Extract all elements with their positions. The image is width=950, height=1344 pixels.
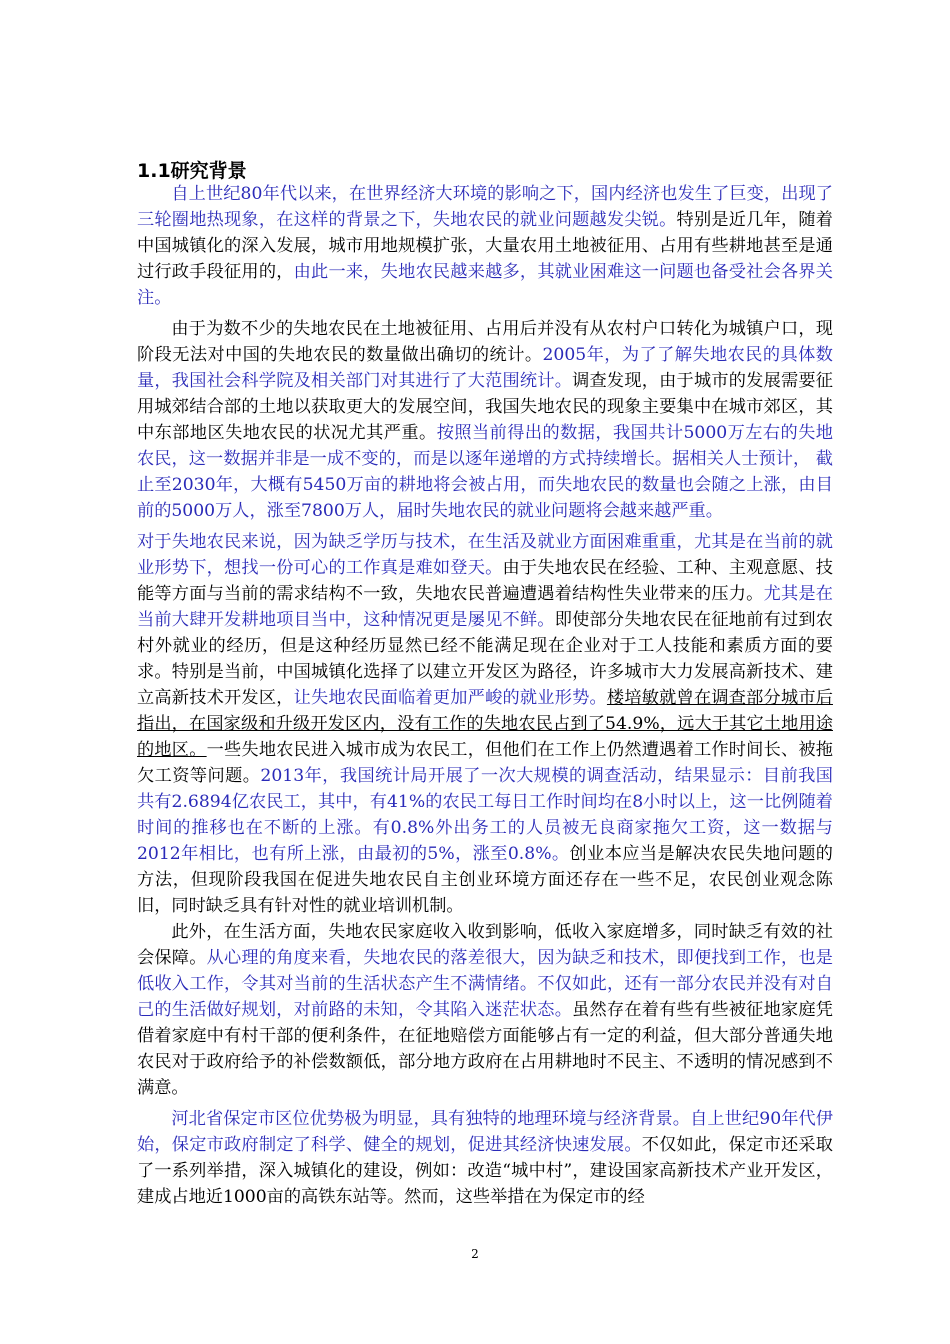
text-run: 2005年，为了了解失地农民的具体数量，我国社会科学院及相关部门对其进行了大范围统计。: [137, 345, 833, 391]
text-run: 特别是近几年，随着中国城镇化的深入发展，城市用地规模扩张，大量农用土地被征用、占用有些耕地甚至是通过行政手段征用的，: [137, 210, 833, 282]
text-run: 河北省保定市区位优势极为明显，具有独特的地理环境与经济背景。自上世纪90年代伊始，保定市政府制定了科学、健全的规划，促进其经济快速发展。: [137, 1109, 833, 1155]
paragraph-1: [137, 181, 833, 311]
text-run: 即使部分失地农民在征地前有过到农村外就业的经历，但是这种经历显然已经不能满足现在企业对于工人技能和素质方面的要求。特别是当前，中国城镇化选择了以建立开发区为路径，许多城市大力发展高新技术、建立高新技术开发区，: [137, 610, 833, 708]
text-run: 自上世纪80年代以来，在世界经济大环境的影响之下，国内经济也发生了巨变，出现了三轮圈地热现象，在这样的背景之下，失地农民的就业问题越发尖锐。: [137, 184, 833, 230]
text-run: 此外，在生活方面，失地农民家庭收入收到影响，低收入家庭增多，同时缺乏有效的社会保障。: [137, 922, 833, 968]
paragraph-3: [137, 529, 833, 919]
text-run: 尤其是在当前大肆开发耕地项目当中，这种情况更是屡见不鲜。: [137, 584, 833, 630]
underlined-citation: 楼培敏就曾在调查部分城市后指出，在国家级和升级开发区内，没有工作的失地农民占到了54.9%，远大于其它土地用途的地区。: [137, 688, 833, 760]
text-run: 虽然存在着有些有些被征地家庭凭借着家庭中有村干部的便利条件，在征地赔偿方面能够占有一定的利益，但大部分普通失地农民对于政府给予的补偿数额低，部分地方政府在占用耕地时不民主、不透明的情况感到不满意。: [137, 1000, 833, 1098]
page-number: 2: [471, 1247, 479, 1261]
paragraph-4: [137, 919, 833, 1101]
text-run: 一些失地农民进入城市成为农民工，但他们在工作上仍然遭遇着工作时间长、被拖欠工资等问题。: [137, 740, 833, 786]
text-run: 从心理的角度来看，失地农民的落差很大，因为缺乏和技术，即便找到工作，也是低收入工作，令其对当前的生活状态产生不满情绪。不仅如此，还有一部分农民并没有对自己的生活做好规划，对前路的未知，令其陷入迷茫状态。: [137, 948, 833, 1020]
text-run: 对于失地农民来说，因为缺乏学历与技术，在生活及就业方面困难重重，尤其是在当前的就业形势下，想找一份可心的工作真是难如登天。: [137, 532, 833, 578]
text-run: 据相关人士预计， 截止至2030年，大概有5450万亩的耕地将会被占用，而失地农民的数量也会随之上涨，由目前的5000万人，涨至7800万人，届时失地农民的就业问题将会越来越严重。: [137, 449, 833, 521]
text-run: 按照当前得出的数据，我国共计5000万左右的失地农民，这一数据并非是一成不变的，而是以逐年递增的方式持续增长。: [137, 423, 833, 469]
text-run: 由于失地农民在经验、工种、主观意愿、技能等方面与当前的需求结构不一致，失地农民普遍遭遇着结构性失业带来的压力。: [137, 558, 833, 604]
text-run: 2013年，我国统计局开展了一次大规模的调查活动，结果显示：目前我国共有2.6894亿农民工，其中，有41%的农民工每日工作时间均在8小时以上，这一比例随着时间的推移也在不断的上涨。有0.8%外出务工的人员被无良商家拖欠工资，这一数据与2012年相比，也有所上涨，由最初的5%，涨至0.8%。: [137, 766, 833, 864]
paragraph-2: [137, 316, 833, 524]
text-run: 由此一来，失地农民越来越多，其就业困难这一问题也备受社会各界关注。: [137, 262, 833, 308]
text-run: 调查发现，由于城市的发展需要征用城郊结合部的土地以获取更大的发展空间，我国失地农民的现象主要集中在城市郊区，其中东部地区失地农民的状况尤其严重。: [137, 371, 833, 443]
section-title: 研究背景: [170, 160, 247, 182]
text-run: 创业本应当是解决农民失地问题的方法，但现阶段我国在促进失地农民自主创业环境方面还存在一些不足，农民创业观念陈旧，同时缺乏具有针对性的就业培训机制。: [137, 844, 833, 916]
paragraph-5: [137, 1106, 833, 1210]
text-run: 不仅如此，保定市还采取了一系列举措，深入城镇化的建设，例如：改造“城中村”，建设国家高新技术产业开发区，建成占地近1000亩的高铁东站等。然而，这些举措在为保定市的经: [137, 1135, 833, 1207]
text-run: 让失地农民面临着更加严峻的就业形势。: [293, 688, 607, 708]
text-run: 由于为数不少的失地农民在土地被征用、占用后并没有从农村户口转化为城镇户口，现阶段无法对中国的失地农民的数量做出确切的统计。: [137, 319, 833, 365]
body-text: [137, 181, 833, 1215]
section-number: 1.1: [137, 160, 171, 182]
